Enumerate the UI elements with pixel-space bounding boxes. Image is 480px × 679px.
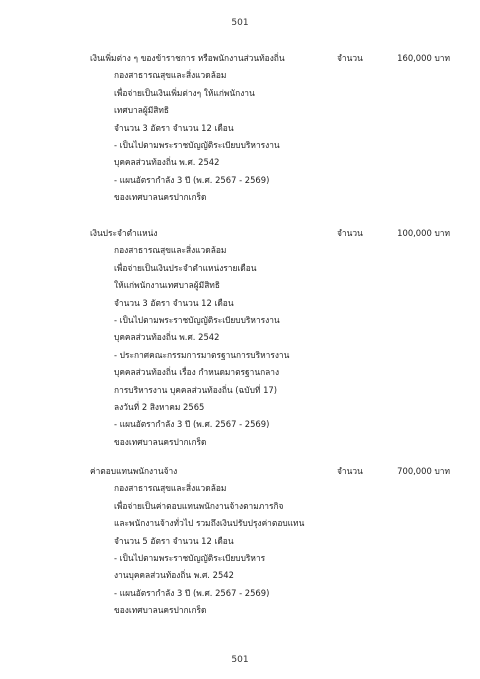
description-line: ของเทศบาลนครปากเกร็ด [114,192,207,203]
budget-item-amount: 160,000 บาท [397,53,450,63]
page-number-top: 501 [231,18,249,28]
description-line: บุคคลส่วนท้องถิ่น พ.ศ. 2542 [114,332,220,343]
budget-item-title: เงินประจำตำแหน่ง [90,228,158,238]
description-line: - เป็นไปตามพระราชบัญญัติระเบียบบริหารงาน [114,315,280,326]
budget-item-title: ค่าตอบแทนพนักงานจ้าง [90,466,178,476]
budget-item-amount: 700,000 บาท [397,466,450,476]
budget-item-header [90,463,450,480]
budget-item-amount: 100,000 บาท [397,228,450,238]
description-line: - เป็นไปตามพระราชบัญญัติระเบียบบริหารงาน [114,140,280,151]
budget-item-employee-compensation [90,463,450,620]
description-line: จำนวน 3 อัตรา จำนวน 12 เดือน [114,122,234,133]
description-line: บุคคลส่วนท้องถิ่น เรื่อง กำหนดมาตรฐานกลาง [114,367,280,378]
budget-item-unit-label: จำนวน [337,53,363,63]
description-line: การบริหารงาน บุคคลส่วนท้องถิ่น (ฉบับที่ 17) [114,384,277,395]
budget-item-description [90,67,450,206]
description-line: - ประกาศคณะกรรมการมาตรฐานการบริหารงาน [114,349,290,360]
description-line: - เป็นไปตามพระราชบัญญัติระเบียบบริหาร [114,553,266,564]
budget-item-unit-label: จำนวน [337,228,363,238]
description-line: - แผนอัตรากำลัง 3 ปี (พ.ศ. 2567 - 2569) [114,419,270,430]
description-line: และพนักงานจ้างทั่วไป รวมถึงเงินปรับปรุงค่าตอบแทน [114,518,305,529]
budget-item-header [90,50,450,67]
description-line: เทศบาลผู้มีสิทธิ [114,105,170,116]
description-line: จำนวน 5 อัตรา จำนวน 12 เดือน [114,535,234,546]
page-number-bottom: 501 [231,655,249,665]
description-line: บุคคลส่วนท้องถิ่น พ.ศ. 2542 [114,157,220,168]
description-line: กองสาธารณสุขและสิ่งแวดล้อม [114,245,227,256]
description-line: เพื่อจ่ายเป็นค่าตอบแทนพนักงานจ้างตามภารกิจ [114,500,284,511]
description-line: ให้แก่พนักงานเทศบาลผู้มีสิทธิ [114,280,220,291]
description-line: กองสาธารณสุขและสิ่งแวดล้อม [114,70,227,81]
budget-item-description [90,480,450,619]
description-line: - แผนอัตรากำลัง 3 ปี (พ.ศ. 2567 - 2569) [114,587,270,598]
description-line: เพื่อจ่ายเป็นเงินประจำตำแหน่งรายเดือน [114,262,257,273]
description-line: - แผนอัตรากำลัง 3 ปี (พ.ศ. 2567 - 2569) [114,174,270,185]
description-line: จำนวน 3 อัตรา จำนวน 12 เดือน [114,297,234,308]
description-line: ของเทศบาลนครปากเกร็ด [114,605,207,616]
description-line: เพื่อจ่ายเป็นเงินเพิ่มต่างๆ ให้แก่พนักงาน [114,87,255,98]
description-line: กองสาธารณสุขและสิ่งแวดล้อม [114,483,227,494]
budget-item-title: เงินเพิ่มต่าง ๆ ของข้าราชการ หรือพนักงานส่วนท้องถิ่น [90,53,285,63]
budget-item-unit-label: จำนวน [337,466,363,476]
description-line: งานบุคคลส่วนท้องถิ่น พ.ศ. 2542 [114,570,234,581]
budget-item-additional-allowance [90,50,450,207]
description-line: ของเทศบาลนครปากเกร็ด [114,436,207,447]
budget-item-position-allowance [90,225,450,451]
budget-item-header [90,225,450,242]
description-line: ลงวันที่ 2 สิงหาคม 2565 [114,402,205,413]
budget-item-description [90,242,450,451]
